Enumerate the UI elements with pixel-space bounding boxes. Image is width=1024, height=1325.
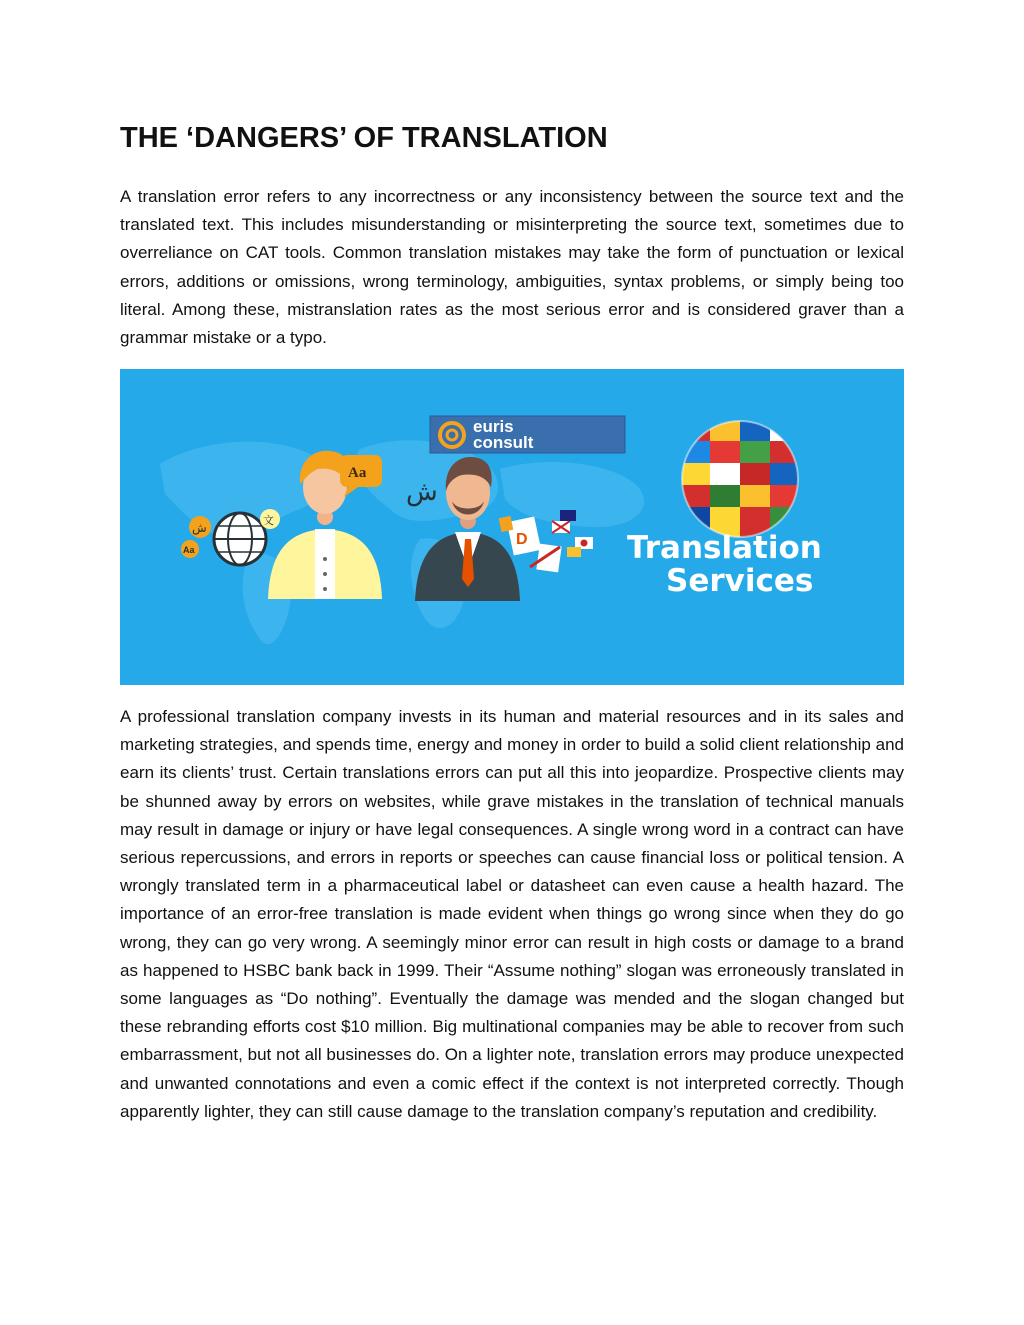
small-aa-text: Aa — [183, 545, 195, 555]
flag-globe-icon — [680, 419, 800, 537]
small-kanji-text: 文 — [263, 514, 274, 527]
bubble-aa-text: Aa — [348, 465, 367, 481]
translation-services-banner — [120, 369, 904, 685]
page-title: THE ‘DANGERS’ OF TRANSLATION — [120, 122, 608, 154]
logo-line-1: euris — [473, 417, 514, 436]
body-paragraph: A professional translation company invests in its human and material resources and in its sales and marketing strategies, and spends time, energy and money in order to build a solid client relationship and earn its clients’ trust. Certain translations errors can put all this into jeopardize. Prospective clients may be shunned away by errors on websites, while grave mistakes in the translation of technical manuals may result in damage or injury or have legal consequences. A single wrong word in a contract can have serious repercussions, and errors in reports or speeches can cause financial loss or political tension. A wrongly translated term in a pharmaceutical label or datasheet can even cause a health hazard. The importance of an error-free translation is made evident when things go wrong since when they do go wrong, they can go very wrong. A seemingly minor error can result in high costs or damage to a brand as happened to HSBC bank back in 1999. Their “Assume nothing” slogan was erroneously translated in some languages as “Do nothing”. Eventually the damage was mended and the slogan changed but these rebranding efforts cost $10 million. Big multinational companies may be able to recover from such embarrassment, but not all businesses do. On a lighter note, translation errors may produce unexpected and unwanted connotations and even a comic effect if the context is not interpreted correctly. Though apparently lighter, they can still cause damage to the translation company’s reputation and credibility. — [120, 707, 904, 1121]
wireframe-globe-icon — [214, 513, 266, 565]
document-letter: D — [516, 531, 528, 548]
banner-heading-line-2: Services — [666, 563, 814, 599]
logo-line-2: consult — [473, 433, 534, 452]
euris-consult-logo — [430, 416, 625, 453]
banner-illustration — [120, 369, 904, 685]
intro-paragraph: A translation error refers to any incorrectness or any inconsistency between the source text and the translated text. This includes misunderstanding or misinterpreting the source text, sometimes due to overreliance on CAT tools. Common translation mistakes may take the form of punctuation or lexical errors, additions or omissions, wrong terminology, ambiguities, syntax problems, or simply being too literal. Among these, mistranslation rates as the most serious error and is considered graver than a grammar mistake or a typo. — [120, 187, 904, 348]
arabic-letter-icon: ش — [406, 477, 438, 507]
banner-heading-line-1: Translation — [627, 530, 822, 566]
small-arabic-text: ش — [192, 521, 207, 535]
